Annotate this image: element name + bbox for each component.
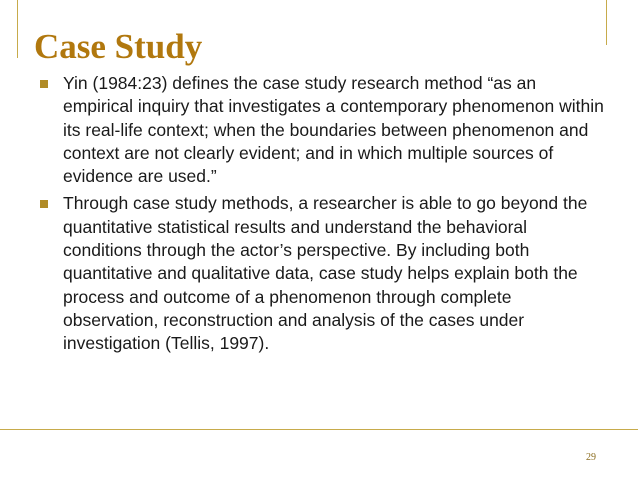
bullet-list [40, 72, 610, 360]
page-number: 29 [586, 452, 596, 463]
bullet-text-2: Through case study methods, a researcher is able to go beyond the quantitative statistical results and understand the behavioral conditions through the actor’s perspective. By including both quantitative and qualitative data, case study helps explain both the process and outcome of a phenomenon through complete observation, reconstruction and analysis of the cases under investigation (Tellis, 1997). [63, 193, 588, 354]
bottom-frame-line [0, 429, 638, 430]
right-frame-line [606, 0, 607, 45]
bullet-text-1: Yin (1984:23) defines the case study research method “as an empirical inquiry that investigates a contemporary phenomenon within its real-life context; when the boundaries between phenomenon and context are not clearly evident; and in which multiple sources of evidence are used.” [63, 73, 604, 187]
square-bullet-icon [40, 200, 48, 208]
slide-title: Case Study [34, 27, 203, 66]
bullet-item-1 [40, 72, 610, 188]
left-frame-line [17, 0, 18, 58]
bullet-item-2 [40, 192, 610, 355]
square-bullet-icon [40, 80, 48, 88]
